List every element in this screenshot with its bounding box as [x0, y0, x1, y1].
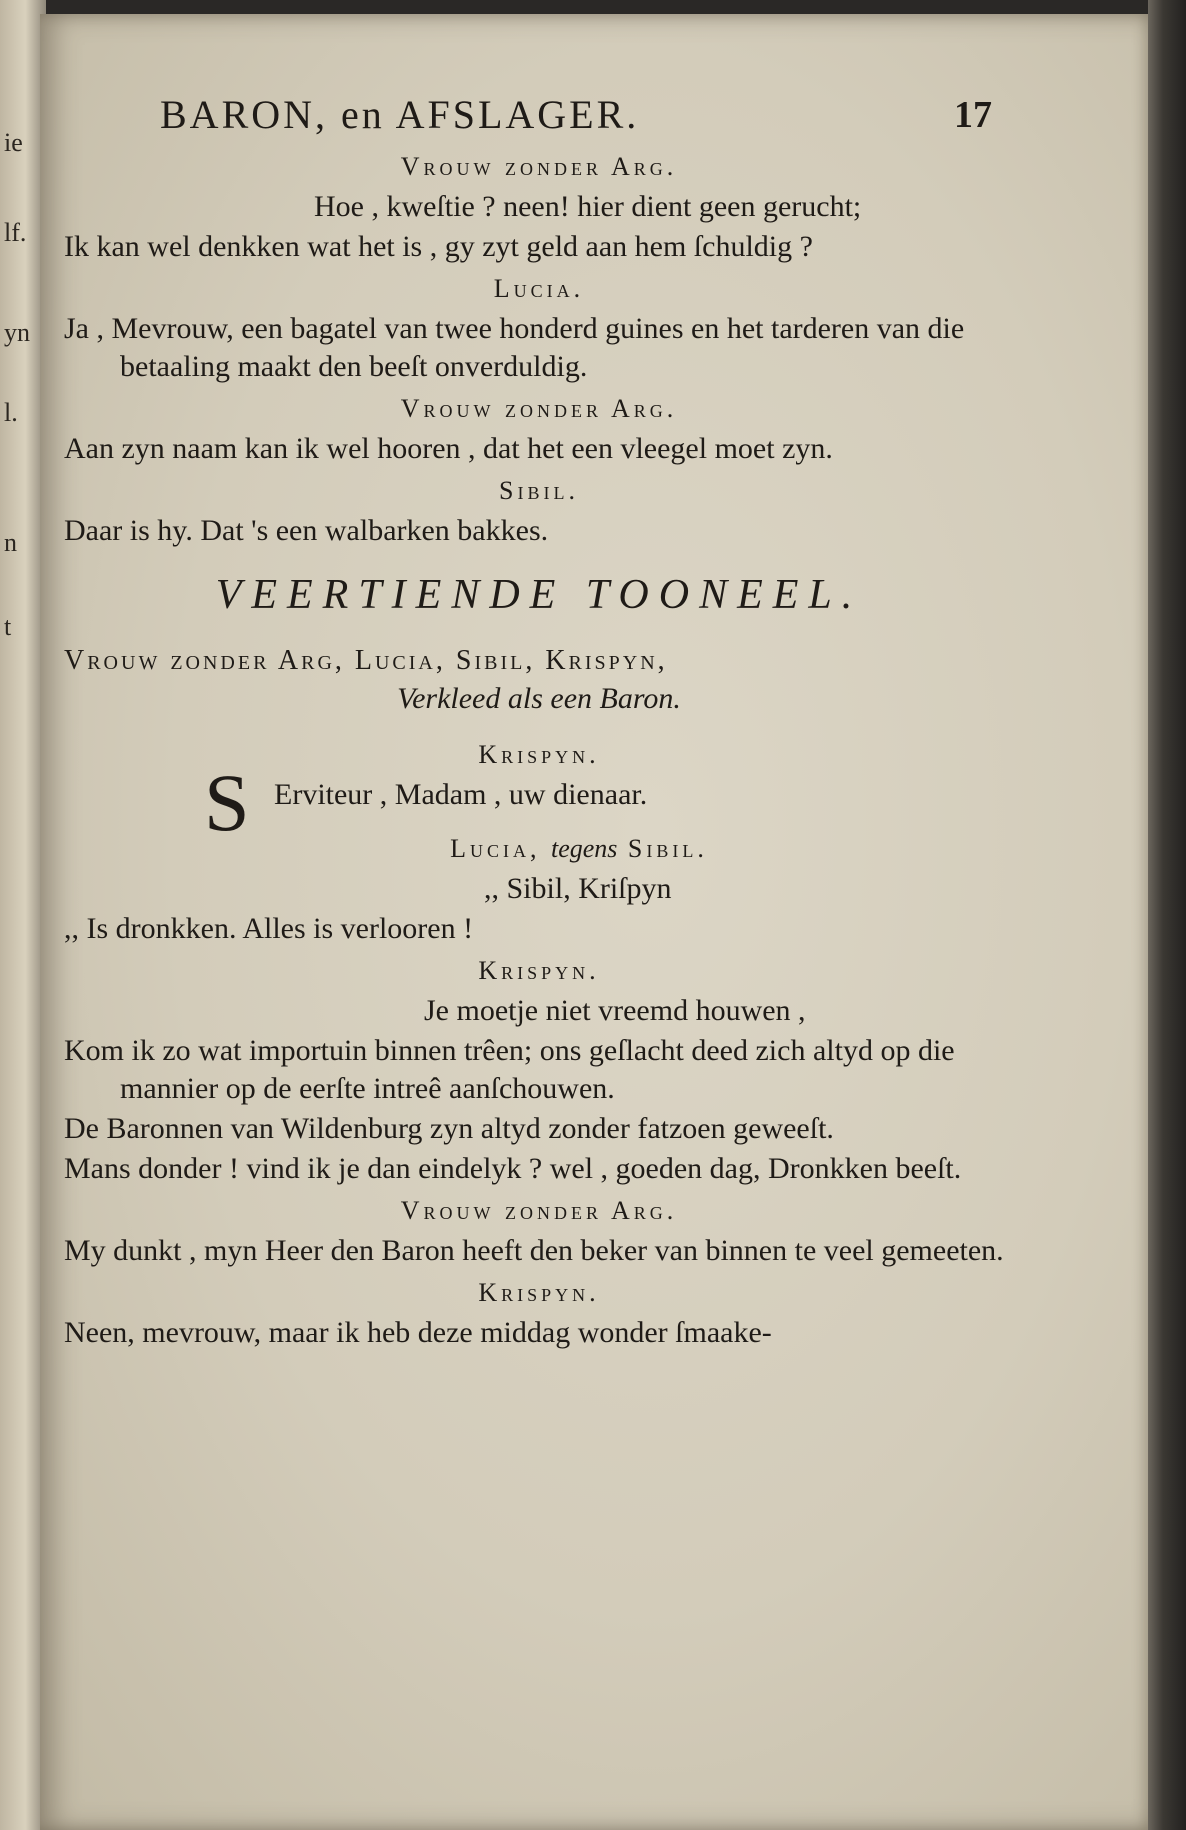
opening-line [64, 757, 1014, 848]
running-head-title: BARON, en AFSLAGER. [160, 92, 640, 137]
binding-edge [1148, 0, 1186, 1830]
left-fragment: l. [4, 398, 18, 427]
dialogue-line: Ik kan wel denkken wat het is , gy zyt geld aan hem ſchuldig ? [64, 230, 813, 263]
left-fragment: lf. [4, 218, 27, 247]
speaker-name: Lucia, [450, 834, 541, 863]
left-fragment: yn [4, 318, 30, 347]
dialogue-line: Hoe , kweſtie ? neen! hier dient geen gerucht; [314, 190, 862, 223]
cast-list: Vrouw zonder Arg, Lucia, Sibil, Krispyn, [64, 645, 668, 676]
left-fragment: n [4, 528, 17, 557]
dialogue-line: Neen, mevrouw, maar ik heb deze middag wonder ſmaake- [64, 1316, 772, 1349]
page-number: 17 [954, 94, 992, 136]
dialogue-line: Daar is hy. Dat 's een walbarken bakkes. [64, 514, 549, 547]
left-fragment: t [4, 612, 12, 641]
stage-direction: Verkleed als een Baron. [397, 682, 681, 715]
aside-line: ,, Sibil, Kriſpyn [484, 872, 672, 905]
dialogue-line: Aan zyn naam kan ik wel hooren , dat het een vleegel moet zyn. [64, 432, 833, 465]
speaker-label: Lucia. [493, 274, 585, 303]
speaker-label: Vrouw zonder Arg. [400, 1196, 678, 1225]
speaker-label: Vrouw zonder Arg. [400, 152, 678, 181]
scene-heading: VEERTIENDE TOONEEL. [215, 572, 863, 618]
dialogue-line: My dunkt , myn Heer den Baron heeft den beker van binnen te veel gemeeten. [64, 1234, 1004, 1267]
dialogue-line: De Baronnen van Wildenburg zyn altyd zonder fatzoen geweeſt. [64, 1112, 834, 1145]
speaker-label: Krispyn. [478, 956, 600, 985]
speaker-label: Krispyn. [478, 740, 600, 769]
speaker-label: Krispyn. [478, 1278, 600, 1307]
dialogue-line: Ja , Mevrouw, een bagatel van twee honderd guines en het tarderen van die betaaling maakt den beeſt onverduldig. [64, 312, 965, 383]
speaker-direction: tegens [551, 834, 618, 863]
dialogue-line: Erviteur , Madam , uw dienaar. [274, 778, 648, 811]
running-head [64, 92, 1014, 144]
page-text [64, 92, 1014, 1354]
speaker-label: Vrouw zonder Arg. [400, 394, 678, 423]
left-fragment: ie [4, 128, 23, 157]
drop-cap: S [204, 757, 250, 848]
dialogue-line: Mans donder ! vind ik je dan eindelyk ? wel , goeden dag, Dronkken beeſt. [64, 1152, 962, 1185]
dialogue-line: Je moetje niet vreemd houwen , [424, 994, 806, 1027]
dialogue-line: Kom ik zo wat importuin binnen trêen; ons geſlacht deed zich altyd op die mannier op de eerſte intreê aanſchouwen. [64, 1034, 955, 1105]
speaker-label: Sibil. [499, 476, 579, 505]
speaker-name: Sibil. [627, 834, 708, 863]
aside-line: ,, Is dronkken. Alles is verlooren ! [64, 912, 474, 945]
